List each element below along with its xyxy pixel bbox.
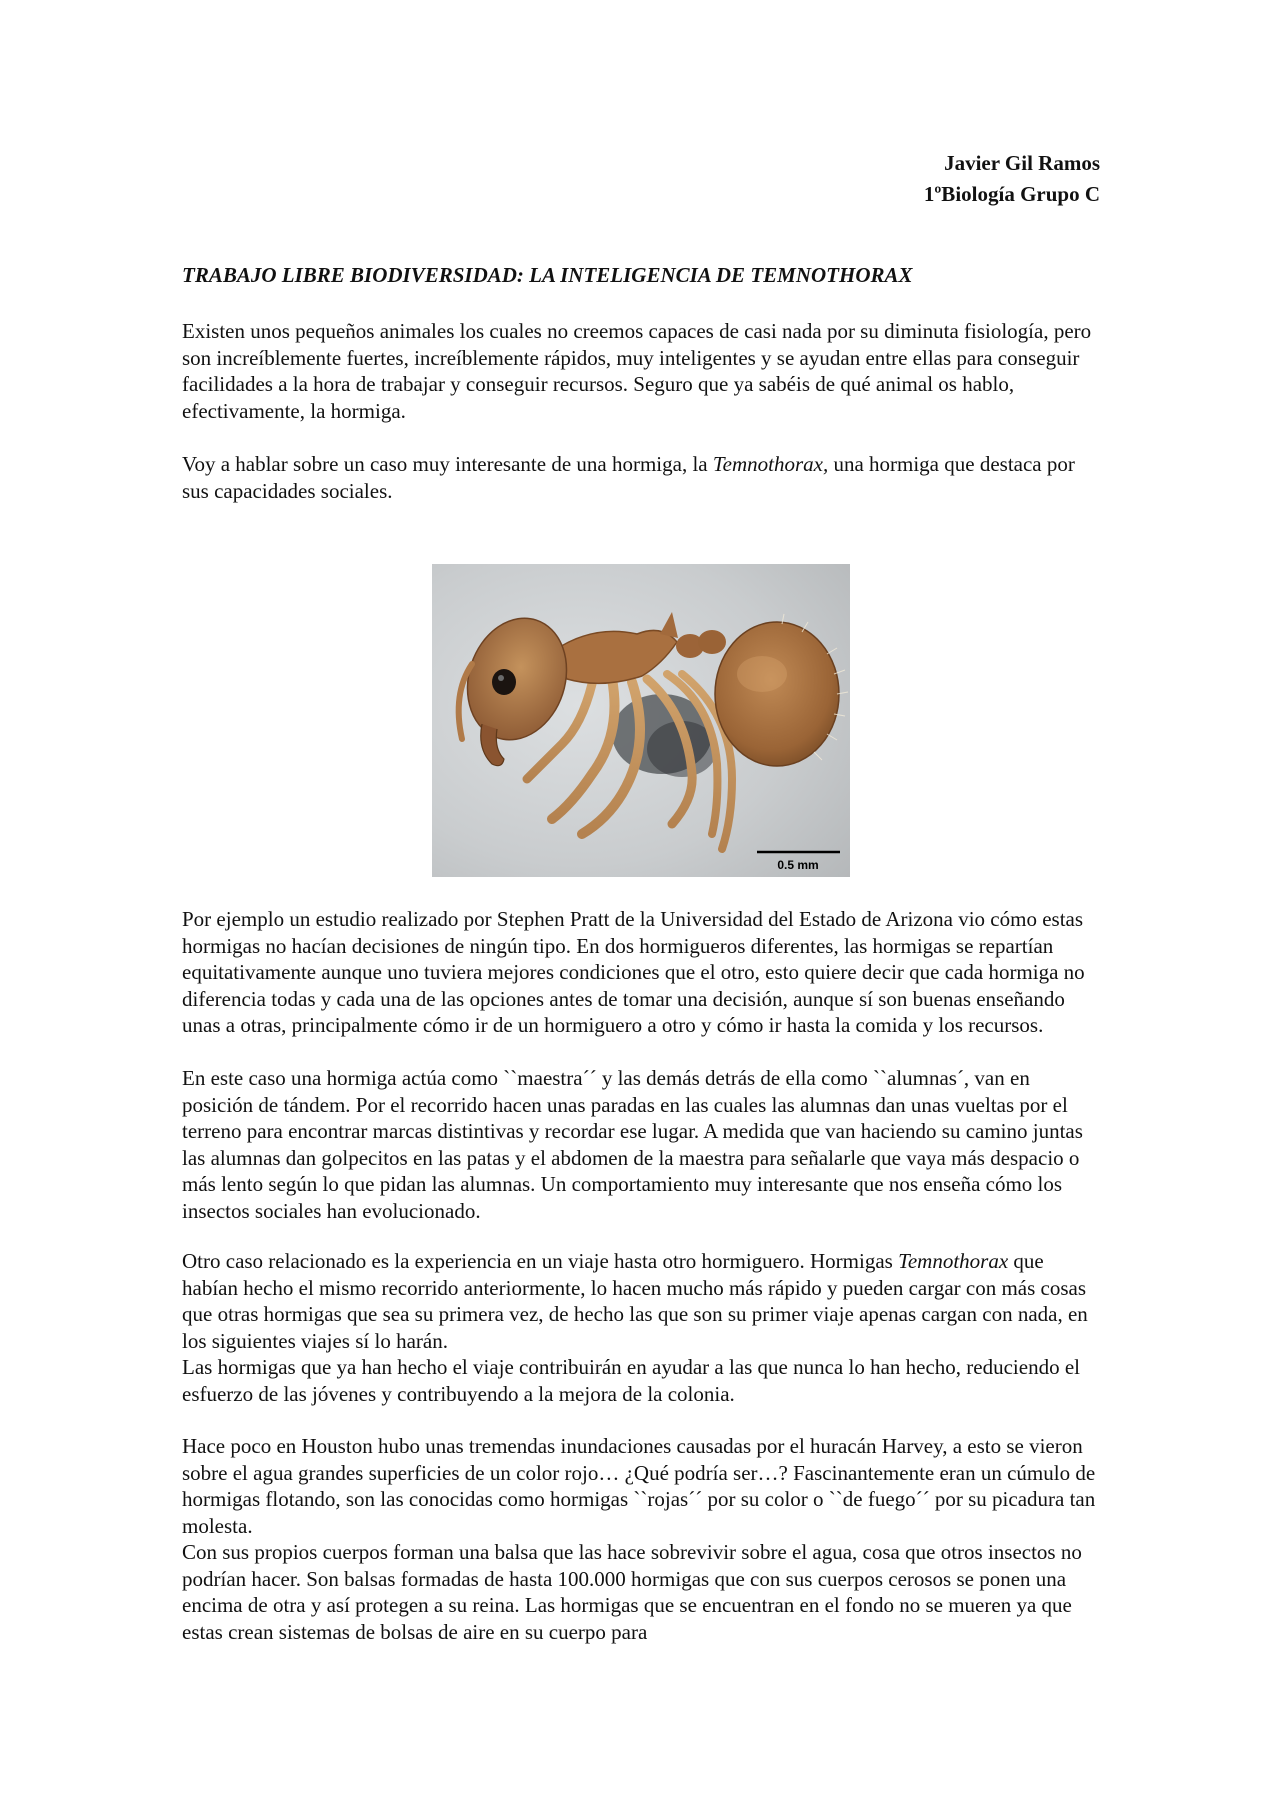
intro-paragraph: Existen unos pequeños animales los cuales no creemos capaces de casi nada por su diminuta fisiología, pero son increíblemente fuertes, increíblemente rápidos, muy inteligentes y se ayudan entre ellas para conseguir facilidades a la hora de trabajar y conseguir recursos. Seguro que ya sabéis de qué animal os hablo, efectivamente, la hormiga.	[182, 319, 1092, 423]
study-paragraph: Por ejemplo un estudio realizado por Stephen Pratt de la Universidad del Estado de Arizona vio cómo estas hormigas no hacían decisiones de ningún tipo. En dos hormigueros diferentes, las hormigas se repartían equitativamente aunque uno tuviera mejores condiciones que el otro, esto quiere decir que cada hormiga no diferencia todas y cada una de las opciones antes de tomar una decisión, aunque sí son buenas enseñando unas a otras, principalmente cómo ir de un hormiguero a otro y cómo ir hasta la comida y los recursos.	[182, 907, 1085, 1037]
experience-paragraph	[182, 1248, 1100, 1354]
postpetiole	[698, 630, 726, 654]
text-run: Otro caso relacionado es la experiencia en un viaje hasta otro hormiguero. Hormigas	[182, 1249, 899, 1273]
author-name: Javier Gil Ramos	[944, 151, 1100, 175]
text-run: una hormiga que destaca por sus capacidades sociales.	[182, 452, 1075, 503]
raft-paragraph: Con sus propios cuerpos forman una balsa que las hace sobrevivir sobre el agua, cosa que otros insectos no podrían hacer. Son balsas formadas de hasta 100.000 hormigas que con sus cuerpos cerosos se ponen una encima de otra y así protegen a su reina. Las hormigas que se encuentran en el fondo no se mueren ya que estas crean sistemas de bolsas de aire en su cuerpo para	[182, 1540, 1082, 1644]
ant-illustration	[432, 564, 850, 877]
ant-photo	[432, 564, 850, 877]
species-name: Temnothorax,	[712, 452, 829, 476]
text-run: que habían hecho el mismo recorrido anteriormente, lo hacen mucho más rápido y pueden cargar con más cosas que otras hormigas que sea su primera vez, de hecho las que son su primer viaje apenas cargan con nada, en los siguientes viajes sí lo harán.	[182, 1249, 1088, 1353]
gaster	[715, 622, 839, 766]
scale-label: 0.5 mm	[777, 858, 819, 872]
text-run: Voy a hablar sobre un caso muy interesante de una hormiga, la	[182, 452, 713, 476]
author-block	[924, 148, 1100, 210]
species-name: Temnothorax	[898, 1249, 1009, 1273]
document-title: TRABAJO LIBRE BIODIVERSIDAD: LA INTELIGENCIA DE TEMNOTHORAX	[182, 263, 913, 287]
houston-paragraph: Hace poco en Houston hubo unas tremendas inundaciones causadas por el huracán Harvey, a esto se vieron sobre el agua grandes superficies de un color rojo… ¿Qué podría ser…? Fascinantemente eran un cúmulo de hormigas flotando, son las conocidas como hormigas ``rojas´´ por su color o ``de fuego´´ por su picadura tan molesta.	[182, 1434, 1096, 1538]
colony-paragraph: Las hormigas que ya han hecho el viaje contribuirán en ayudar a las que nunca lo han hecho, reduciendo el esfuerzo de las jóvenes y contribuyendo a la mejora de la colonia.	[182, 1355, 1080, 1406]
author-group: 1ºBiología Grupo C	[923, 182, 1100, 206]
eye	[492, 669, 516, 695]
tandem-paragraph: En este caso una hormiga actúa como ``maestra´´ y las demás detrás de ella como ``alumnas´, van en posición de tándem. Por el recorrido hacen unas paradas en las cuales las alumnas dan unas vueltas por el terreno para encontrar marcas distintivas y recordar ese lugar. A medida que van haciendo su camino juntas las alumnas dan golpecitos en las patas y el abdomen de la maestra para señalarle que vaya más despacio o más lento según lo que pidan las alumnas. Un comportamiento muy interesante que nos enseña cómo los insectos sociales han evolucionado.	[182, 1066, 1083, 1223]
intro-paragraph-2	[182, 451, 1100, 504]
